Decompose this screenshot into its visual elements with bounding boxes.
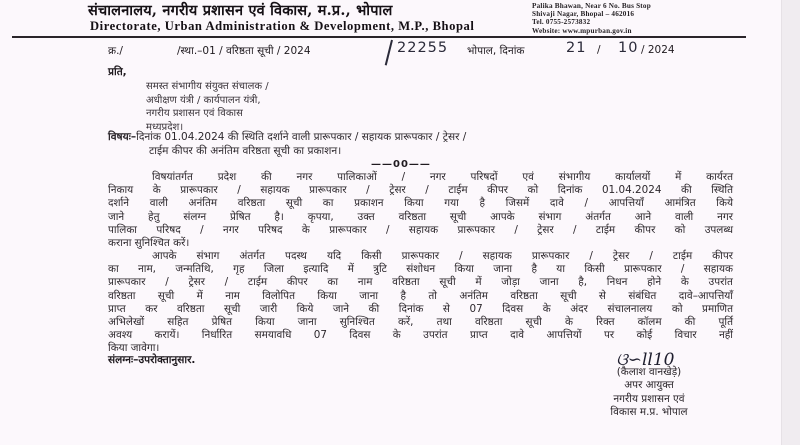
- place-date-label: भोपाल, दिनांक: [467, 45, 525, 57]
- enclosure-note: संलग्नः–उपरोक्तानुसार.: [108, 354, 196, 366]
- paragraph-line: प्रारूपकार / ट्रेसर / टाईम कीपर का नाम वरिष्ठता सूची में जोड़ा जाना है, निधन होने के उपरांत: [108, 276, 733, 289]
- address-line: Tel. 0755-2573832: [532, 18, 591, 27]
- date-month: 10: [618, 40, 639, 56]
- subject-line-2: टाईम कीपर की अनंतिम वरिष्ठता सूची का प्रकाशन।: [149, 144, 342, 157]
- section-divider: ——00——: [371, 159, 431, 170]
- scroll-edge: [781, 0, 800, 445]
- paragraph-line: वरिष्ठता सूची में नाम विलोपित किया जाना है तो अनंतिम वरिष्ठता सूची से संबंधित दावे–आपत्तियाँ: [108, 289, 733, 302]
- signatory-office-line: विकास म.प्र. भोपाल: [610, 406, 688, 419]
- body-paragraph-1: [108, 171, 733, 250]
- signatory-office-line: नगरीय प्रशासन एवं: [613, 392, 685, 405]
- address-line: Palika Bhawan, Near 6 No. Bus Stop: [532, 2, 651, 10]
- subject-block: [108, 131, 728, 159]
- address-line: Website: www.mpurban.gov.in: [532, 26, 632, 35]
- paragraph-line: निकाय के प्रारूपकार / सहायक प्रारूपकार / ट्रेसर / टाईम कीपर को दिनांक 01.04.2024 की स्थिति: [108, 184, 733, 197]
- paragraph-line: विषयांतर्गत प्रदेश की नगर पालिकाओं / नगर परिषदों एवं संभागीय कार्यालयों में कार्यरत: [152, 171, 733, 183]
- body-paragraph-2: [108, 250, 733, 356]
- paragraph-line: का नाम, जन्मतिथि, गृह जिला इत्यादि में त्रुटि संशोधन किया जाना है या किसी प्रारूपकार / सहायक: [108, 263, 733, 276]
- date-day: 21: [566, 40, 587, 56]
- address-line: Shivaji Nagar, Bhopal – 462016: [532, 10, 635, 19]
- letterhead-hindi: संचालनालय, नगरीय प्रशासन एवं विकास, म.प्र., भोपाल: [88, 2, 393, 19]
- date-separator: /: [597, 44, 601, 56]
- subject-line-1: दिनांक 01.04.2024 की स्थिति दर्शाने वाली प्रारूपकार / सहायक प्रारूपकार / ट्रेसर /: [136, 131, 467, 143]
- paragraph-line: जाने हेतु संलग्न प्रेषित है। कृपया, उक्त वरिष्ठता सूची आपके संभाग अंतर्गत आने वाली नगर: [108, 210, 733, 223]
- handwritten-signature: ଓ∽ll10: [616, 350, 675, 370]
- reference-prefix: क्र./: [108, 45, 123, 57]
- paragraph-line: अभिलेखों सहित प्रेषित किया जाना सुनिश्चित करें, तथा वरिष्ठता सूची के रिक्त कॉलम की पूर्ति: [108, 316, 733, 329]
- addressee-line: अधीक्षण यंत्री / कार्यपालन यंत्री,: [146, 94, 261, 106]
- paragraph-line: किया जावेगा।: [108, 342, 160, 355]
- reference-file-no: /स्था.–01 / वरिष्ठता सूची / 2024: [177, 45, 311, 57]
- signatory-name: (कैलाश वानखेड़े): [616, 366, 682, 378]
- date-year: / 2024: [641, 44, 675, 56]
- paragraph-line: अवश्य करायें। निर्धारित समयावधि 07 दिवस के उपरांत प्राप्त दावे आपत्तियों पर कोई विचार नहीं: [108, 329, 733, 342]
- addressee-line: समस्त संभागीय संयुक्त संचालक /: [146, 81, 269, 92]
- paragraph-line: पालिका परिषद / नगर परिषद के प्रारूपकार / सहायक प्रारूपकार / ट्रेसर / टाईम कीपर को उपलब्ध: [108, 223, 733, 236]
- addressee-label: प्रति,: [108, 66, 127, 78]
- paragraph-line: आपके संभाग अंतर्गत पदस्थ यदि किसी प्रारूपकार / सहायक प्रारूपकार / ट्रेसर / टाईम कीपर: [152, 250, 733, 262]
- paragraph-line: प्राप्त कर वरिष्ठता सूची जारी किये जाने की दिनांक से 07 दिवस के अंदर संचालनालय को प्रमाणित: [108, 302, 733, 315]
- addressee-line: मध्यप्रदेश।: [146, 121, 184, 133]
- letterhead-english: Directorate, Urban Administration & Development, M.P., Bhopal: [90, 19, 475, 33]
- header-divider: [12, 36, 746, 38]
- paragraph-line: कराना सुनिश्चित करें।: [108, 237, 190, 250]
- letterhead-address: [532, 2, 651, 35]
- addressee-line: नगरीय प्रशासन एवं विकास: [146, 108, 243, 120]
- addressee-block: [146, 80, 269, 134]
- paragraph-line: दर्शाने वाली अनंतिम वरिष्ठता सूची का प्रकाशन किया गया है जिसमें दावे / आपत्तियाँ आमंत्रित किये: [108, 197, 733, 210]
- handwritten-slash: [385, 40, 393, 66]
- handwritten-dispatch-no: 22255: [397, 40, 449, 56]
- signature-block: [584, 366, 714, 420]
- subject-label: विषयः–: [108, 131, 137, 143]
- signatory-designation: अपर आयुक्त: [624, 379, 674, 392]
